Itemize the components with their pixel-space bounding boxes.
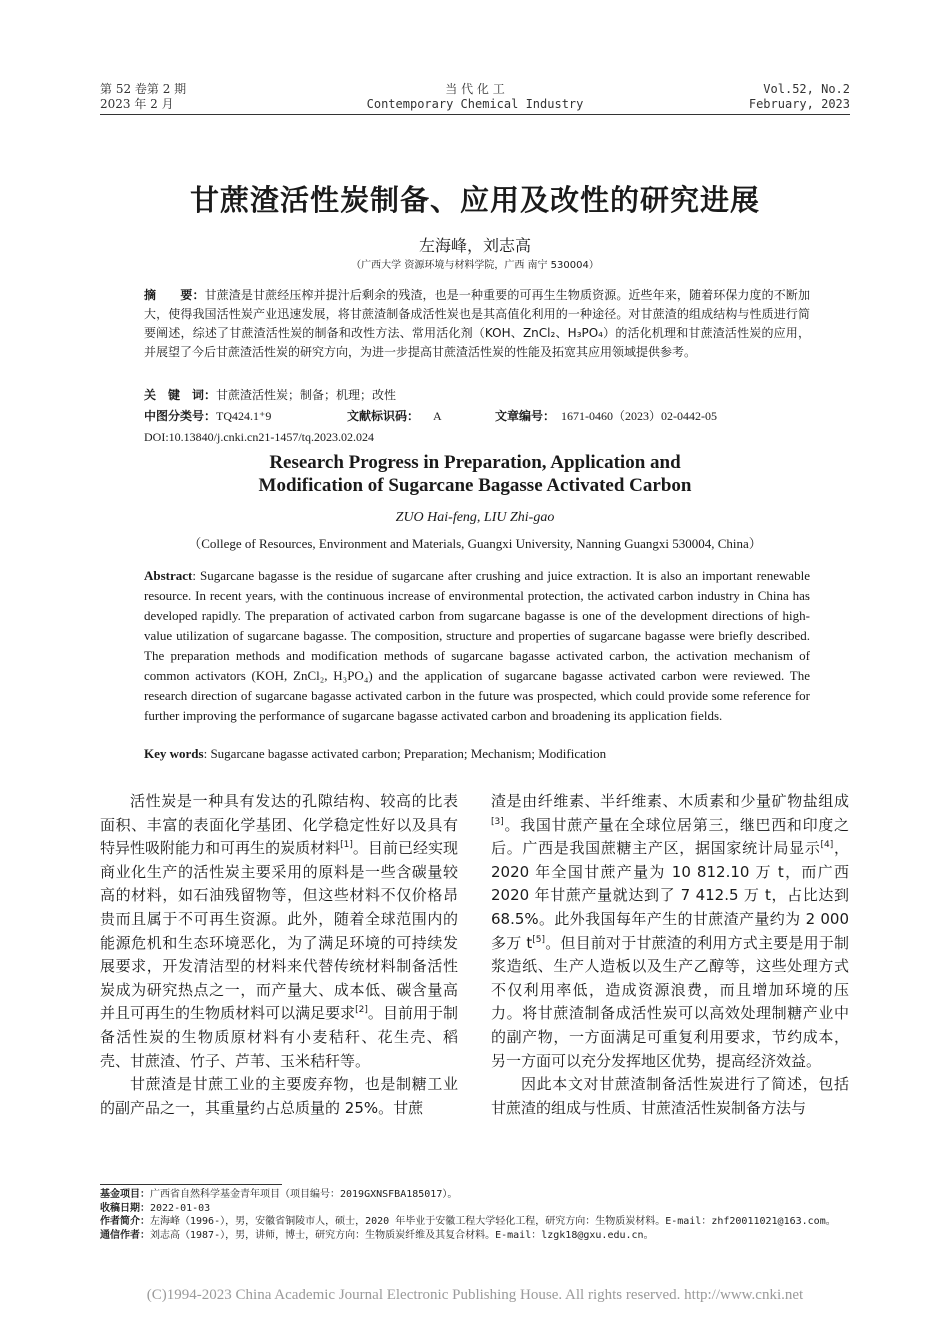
page-title-en xyxy=(0,451,950,497)
citation-ref-2[interactable]: [2] xyxy=(355,1005,368,1016)
paragraph xyxy=(491,790,849,1073)
citation-ref-3[interactable]: [3] xyxy=(491,816,504,827)
abstract-en-text: : Sugarcane bagasse is the residue of sugarcane after crushing and juice extraction. It is also an important renewable resource. In recent years, with the continuous increase of environmental protection, the activated carbon industry in China has developed rapidly. The preparation of activated carbon from sugarcane bagasse is one of the development directions of high-value utilization of sugarcane bagasse. The composition, structure and properties of sugarcane bagasse were briefly described. The preparation methods and modification methods of sugarcane bagasse activated carbon, the activation mechanism of common activators (KOH, ZnCl₂, H₃PO₄) and the application of sugarcane bagasse activated carbon were reviewed. The research direction of sugarcane bagasse activated carbon in the future was prospected, which could provide some reference for further improving the performance of sugarcane bagasse activated carbon and broadening its application fields. xyxy=(144,568,810,723)
text-run: 。我国甘蔗产量在全球位居第三，继巴西和印度之后。广西是我国蔗糖主产区，据国家统计局显示 xyxy=(491,815,849,858)
text-run: 渣是由纤维素、半纤维素、木质素和少量矿物盐组成 xyxy=(491,792,849,810)
received-text: 2022-01-03 xyxy=(150,1202,211,1214)
keywords-cn-label: 关 键 词： xyxy=(144,388,217,402)
keywords-cn-text: 甘蔗渣活性炭；制备；机理；改性 xyxy=(216,388,397,402)
authors-cn: 左海峰，刘志高 xyxy=(418,236,531,255)
citation-ref-4[interactable]: [4] xyxy=(820,840,834,851)
article-no-value: 1671-0460（2023）02-0442-05 xyxy=(561,409,718,423)
journal-name-en: Contemporary Chemical Industry xyxy=(366,97,584,111)
text-run: 。目前已经实现商业化生产的活性炭主要采用的原料是一些含碳量较高的材料，如石油残留物等，但这些材料不仅价格昂贵而且属于不可再生资源。此外，随着全球范围内的能源危机和生态环境恶化，为了满足环境的可持续发展要求，开发清洁型的材料来代替传统材料制备活性炭成为研究热点之一，而产量大、成本低、碳含量高并且可再生的生物质材料可以满足要求 xyxy=(100,839,458,1023)
doc-code-value: A xyxy=(433,409,442,423)
abstract-cn-label: 摘 要： xyxy=(144,288,205,302)
header-left xyxy=(100,82,186,112)
title-en-line2: Modification of Sugarcane Bagasse Activated Carbon xyxy=(258,475,692,496)
author-label: 作者简介： xyxy=(100,1216,150,1227)
issue-date: 2023 年 2 月 xyxy=(100,97,174,111)
text-run: 活性炭是一种具有发达的孔隙结构、较高的比表面积、丰富的表面化学基团、化学稳定性好以及具有特异性吸附能力和可再生的炭质材料 xyxy=(100,792,458,858)
text-run: 。目前用于制备活性炭的生物质原材料有小麦秸秆、花生壳、稻壳、甘蔗渣、竹子、芦苇、玉米秸秆等。 xyxy=(100,1004,458,1070)
paragraph: 因此本文对甘蔗渣制备活性炭进行了简述，包括甘蔗渣的组成与性质、甘蔗渣活性炭制备方法与 xyxy=(491,1075,849,1117)
keywords-en xyxy=(144,746,810,762)
footnote-received xyxy=(100,1202,850,1216)
paragraph: 甘蔗渣是甘蔗工业的主要废弃物，也是制糖工业的副产品之一，其重量约占总质量的 25%。甘蔗 xyxy=(100,1075,458,1117)
affiliation-en: （College of Resources, Environment and Materials, Guangxi University, Nanning Guangxi 530004, China） xyxy=(188,536,762,551)
clc-value: TQ424.1⁺9 xyxy=(216,409,272,423)
paragraph xyxy=(100,790,458,1073)
footnote-corresponding xyxy=(100,1229,850,1243)
affiliation-cn: （广西大学 资源环境与材料学院，广西 南宁 530004） xyxy=(351,260,599,271)
doc-code-field xyxy=(347,407,442,424)
clc-label: 中图分类号： xyxy=(144,409,217,423)
keywords-en-label: Key words xyxy=(144,746,204,761)
abstract-en xyxy=(144,566,810,726)
header-rule xyxy=(100,114,850,115)
text-run: 。但目前对于甘蔗渣的利用方式主要是用于制浆造纸、生产人造板以及生产乙醇等，这些处理方式不仅利用率低，造成资源浪费，而且增加环境的压力。将甘蔗渣制备成活性炭可以高效处理制糖产业中的副产物，一方面满足可重复利用要求，节约成本，另一方面可以充分发挥地区优势，提高经济效益。 xyxy=(491,933,849,1070)
abstract-cn xyxy=(144,286,810,362)
title-en-line1: Research Progress in Preparation, Application and xyxy=(269,452,681,473)
footnotes xyxy=(100,1188,850,1242)
doi[interactable]: DOI:10.13840/j.cnki.cn21-1457/tq.2023.02.024 xyxy=(144,430,374,444)
clc-field xyxy=(144,407,271,424)
abstract-cn-text: 甘蔗渣是甘蔗经压榨并提汁后剩余的残渣，也是一种重要的可再生生物质资源。近些年来，随着环保力度的不断加大，使得我国活性炭产业迅速发展，将甘蔗渣制备成活性炭也是其高值化利用的一种途径。对甘蔗渣的组成结构与性质进行简要阐述，综述了甘蔗渣活性炭的制备和改性方法、常用活化剂（KOH、ZnCl₂、H₃PO₄）的活化机理和甘蔗渣活性炭的应用，并展望了今后甘蔗渣活性炭的研究方向，为进一步提高甘蔗渣活性炭的性能及拓宽其应用领域提供参考。 xyxy=(144,288,810,359)
header-center xyxy=(300,82,650,112)
footnote-rule xyxy=(100,1184,282,1185)
keywords-cn xyxy=(144,386,396,403)
body-column-left xyxy=(100,790,458,1120)
article-no-field xyxy=(495,407,717,424)
page-title-cn: 甘蔗渣活性炭制备、应用及改性的研究进展 xyxy=(189,183,760,217)
date-en: February, 2023 xyxy=(748,97,850,111)
journal-name-cn: 当 代 化 工 xyxy=(445,82,505,96)
corresponding-text: 刘志高（1987-），男，讲师，博士，研究方向：生物质炭纤维及其复合材料。E-mail：lzgk18@gxu.edu.cn。 xyxy=(150,1229,654,1241)
copyright-line: (C)1994-2023 China Academic Journal Electronic Publishing House. All rights reserved. http://www.cnki.net xyxy=(146,1287,804,1303)
footnote-author xyxy=(100,1215,850,1229)
citation-ref-1[interactable]: [1] xyxy=(340,840,353,851)
text-run: ，2020 年全国甘蔗产量为 10 812.10 万 t，而广西 2020 年甘蔗产量就达到了 7 412.5 万 t，占比达到 68.5%。此外我国每年产生的甘蔗渣产量约为 2 000 多万 t xyxy=(491,839,849,952)
doc-code-label: 文献标识码： xyxy=(347,409,420,423)
fund-text: 广西省自然科学基金青年项目（项目编号：2019GXNSFBA185017）。 xyxy=(150,1189,458,1200)
keywords-en-text: : Sugarcane bagasse activated carbon; Preparation; Mechanism; Modification xyxy=(203,746,607,761)
volume-en: Vol.52, No.2 xyxy=(763,82,850,96)
corresponding-label: 通信作者： xyxy=(100,1229,150,1241)
body-column-right xyxy=(491,790,849,1120)
header-right xyxy=(749,82,850,112)
received-label: 收稿日期： xyxy=(100,1202,150,1214)
volume-issue: 第 52 卷第 2 期 xyxy=(100,82,187,96)
authors-en: ZUO Hai-feng, LIU Zhi-gao xyxy=(395,510,555,525)
article-no-label: 文章编号： xyxy=(495,409,556,423)
fund-label: 基金项目： xyxy=(100,1189,150,1200)
citation-ref-5[interactable]: [5] xyxy=(532,934,545,945)
abstract-en-label: Abstract xyxy=(144,568,193,583)
footnote-fund xyxy=(100,1188,850,1202)
author-text: 左海峰（1996-），男，安徽省铜陵市人，硕士，2020 年毕业于安徽工程大学轻化工程，研究方向：生物质炭材料。E-mail：zhf20011021@163.com。 xyxy=(150,1216,836,1227)
